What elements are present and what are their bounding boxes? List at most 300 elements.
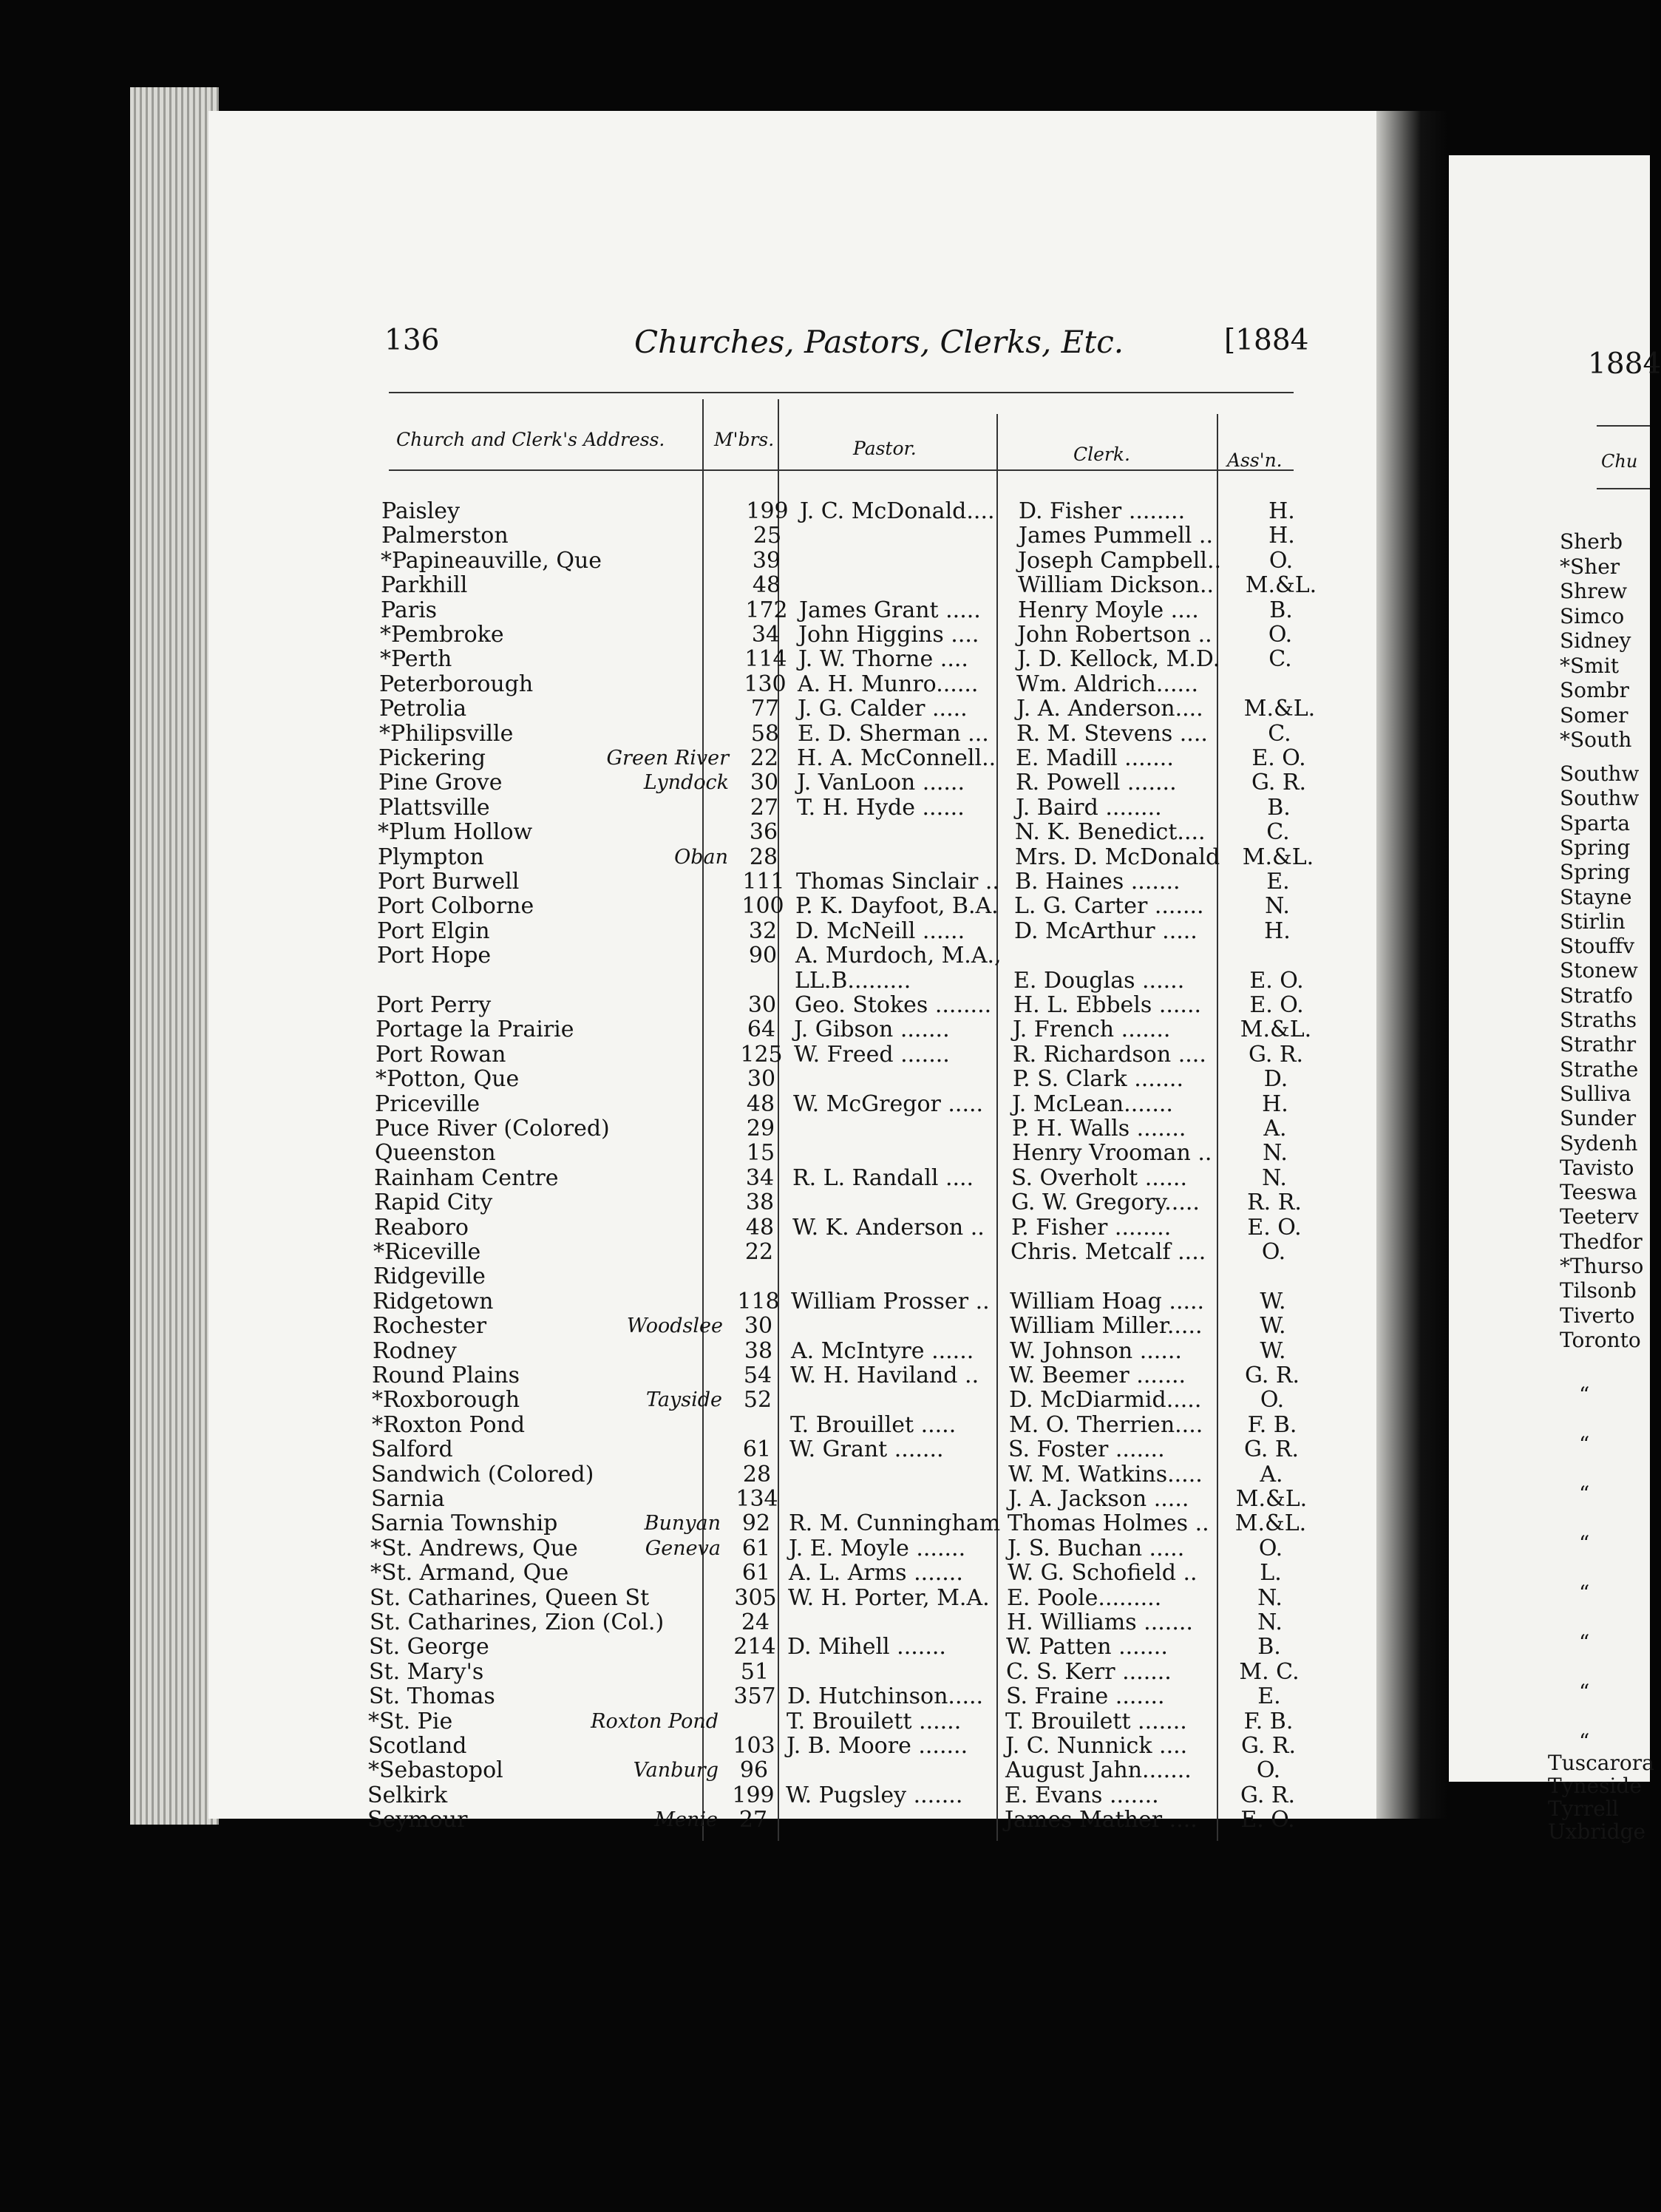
pastor-name: J. C. McDonald.... [800,498,995,524]
right-page-entry: Sparta [1560,810,1631,835]
pastor-name: J. B. Moore ....... [787,1733,968,1759]
table-row [370,1561,1312,1585]
clerk-name: S. Overholt ...... [1011,1164,1187,1191]
pastor-name [787,1660,1006,1684]
right-page-entry: Stratfo [1560,983,1633,1008]
church-name: Rapid City [374,1190,493,1216]
pastor-name: T. Brouillet ..... [790,1411,957,1438]
table-row [379,722,1321,746]
church-name: Petrolia [379,696,467,722]
right-page-entry: Southw [1560,786,1640,811]
member-count: 30 [747,1066,776,1093]
association-code: G. R. [1251,770,1307,796]
right-page-entry: Stouffv [1560,934,1635,959]
pastor-name: J. G. Calder ..... [798,696,968,722]
church-name: Sarnia Township Bunyan [370,1510,721,1537]
member-count: 118 [737,1288,780,1314]
association-code: E. O. [1240,1807,1295,1833]
right-page-top-rule [1597,425,1650,427]
association-code: A. [1260,1461,1283,1487]
association-code: H. [1268,523,1295,549]
pastor-name: LL.B......... [795,967,911,994]
church-name: Parkhill [381,572,468,599]
table-row [376,1067,1317,1091]
right-page-entry: Strathr [1560,1032,1637,1057]
pastor-name [789,1487,1008,1511]
member-count [721,1709,787,1734]
table-row [376,1042,1317,1067]
clerk-name: H. Williams ....... [1007,1609,1193,1635]
clerk-name: B. Haines ....... [1015,869,1181,895]
church-name: Pine Grove Lyndock [378,770,729,796]
table-row [369,1660,1311,1684]
clerk-name: M. O. Therrien.... [1009,1411,1203,1438]
right-page-entry: Spring [1560,860,1631,885]
clerk-name: W. M. Watkins..... [1008,1461,1203,1487]
association-code: E. O. [1249,992,1304,1018]
association-code: B. [1257,1634,1281,1660]
member-count: 130 [744,671,787,697]
right-page-entry: Teeterv [1560,1204,1639,1229]
pastor-name: T. Brouilett ...... [787,1708,962,1734]
table-row [373,1264,1315,1289]
church-name: Queenston [375,1140,496,1167]
table-row [380,622,1322,647]
clerk-address: Oban [674,845,728,869]
pastor-name: Geo. Stokes ........ [795,992,992,1018]
table-row [370,1610,1311,1635]
clerk-name: Henry Moyle .... [1018,597,1199,623]
member-count: 25 [753,523,782,549]
association-code: E. O. [1251,745,1306,771]
member-count: 24 [741,1609,770,1635]
member-count: 51 [740,1658,770,1685]
church-name: Seymour Menie [367,1807,718,1833]
church-name: Peterborough [379,671,534,697]
clerk-name: W. Beemer ....... [1009,1363,1186,1388]
table-row [381,598,1322,622]
right-page-entry: Sydenh [1560,1130,1638,1156]
member-count: 114 [744,646,787,673]
clerk-name: R. M. Stevens .... [1016,720,1208,747]
table-row [374,1166,1316,1190]
member-count: 34 [745,1164,775,1191]
right-page-entry: Toronto [1560,1327,1641,1352]
clerk-address: Lyndock [643,771,729,795]
pastor-name: Thomas Sinclair .. [796,869,999,895]
member-count: 111 [742,869,785,895]
right-page-entry: Shrew [1560,579,1628,603]
pastor-name: W. Freed ....... [794,1041,950,1068]
clerk-name: R. Powell ....... [1016,770,1177,796]
pastor-name [791,1314,1010,1338]
table-row [371,1462,1313,1487]
member-count: 64 [747,1017,776,1043]
right-page-entry: Strathe [1560,1056,1639,1082]
church-name: Sandwich (Colored) [371,1461,594,1487]
association-code: O. [1256,1757,1281,1784]
association-code: C. [1266,819,1290,846]
association-code: E. O. [1249,967,1304,994]
clerk-name: H. L. Ebbels ...... [1013,992,1202,1018]
church-name: Port Colborne [377,893,534,920]
association-code: G. R. [1240,1733,1297,1759]
col-header-members: M'brs. [714,429,775,450]
member-count: 54 [743,1363,772,1388]
member-count: 90 [748,943,778,969]
member-count: 125 [740,1041,783,1068]
church-name: Portage la Prairie [376,1017,574,1043]
clerk-name: John Robertson .. [1017,622,1212,648]
clerk-address: Geneva [645,1536,721,1560]
table-row [378,795,1320,820]
clerk-name: William Dickson.. [1018,572,1215,599]
right-page-entry: Spring [1560,835,1631,860]
table-row [377,919,1319,943]
table-row [378,869,1319,894]
church-name: Port Hope [377,943,492,969]
table-row [374,1190,1316,1215]
right-page-entry: Tavisto [1560,1155,1634,1180]
clerk-name: D. McArthur ..... [1014,917,1198,944]
church-name: *Pembroke [380,622,504,648]
table-row [368,1758,1310,1782]
pastor-name [793,1141,1012,1165]
clerk-name: J. French ....... [1013,1017,1171,1043]
pastor-name [787,1758,1005,1782]
member-count: 172 [745,597,788,623]
table-row [374,1215,1316,1240]
church-name: Paisley [381,498,461,524]
clerk-name: J. S. Buchan ..... [1008,1535,1185,1561]
association-code: C. [1268,720,1291,747]
member-count [730,968,795,993]
clerk-name: William Miller..... [1010,1313,1203,1340]
association-code: N. [1257,1609,1283,1635]
clerk-name: James Mather .... [1005,1807,1198,1833]
church-name: *Perth [380,646,452,673]
association-code: E. [1257,1683,1281,1710]
pastor-name [790,1388,1009,1412]
member-count: 61 [741,1560,771,1587]
church-name: Palmerston [381,523,509,549]
church-name: *Sebastopol Vanburg [368,1757,719,1784]
member-count: 32 [748,917,778,944]
church-name: *St. Pie Roxton Pond [368,1708,719,1734]
clerk-name: E. Madill ....... [1016,745,1174,771]
church-name: Reaboro [374,1214,469,1241]
col-header-pastor: Pastor. [853,438,917,459]
pastor-name: W. H. Porter, M.A. [788,1584,990,1611]
pastor-name: J. VanLoon ...... [797,770,965,796]
table-row [379,672,1321,696]
pastor-name: W. H. Haviland .. [790,1363,979,1388]
table-row [378,845,1319,869]
table-row [377,894,1319,918]
right-page-entry: *Sher [1560,554,1620,579]
church-name: Ridgeville [373,1263,486,1290]
church-name: *Roxborough Tayside [372,1387,722,1414]
clerk-address: Tayside [645,1388,722,1412]
member-count: 27 [750,794,779,821]
clerk-name: August Jahn....... [1005,1757,1192,1784]
right-page-entry: “ [1579,1581,1590,1605]
association-code: E. [1266,869,1290,895]
clerk-name: P. S. Clark ....... [1013,1066,1183,1093]
clerk-name: James Pummell .. [1019,523,1213,549]
col-header-church: Church and Clerk's Address. [396,429,665,450]
clerk-name: J. D. Kellock, M.D. [1017,646,1220,673]
clerk-name: J. C. Nunnick .... [1005,1733,1188,1759]
member-count: 357 [733,1683,776,1710]
church-name: Selkirk [367,1782,448,1808]
table-row [371,1437,1313,1462]
association-code: O. [1258,1535,1283,1561]
church-name: Salford [371,1436,453,1463]
pastor-name: H. A. McConnell.. [797,745,996,771]
association-code [1236,943,1319,968]
table-row [375,1116,1317,1141]
table-row [376,993,1318,1017]
association-code: N. [1257,1584,1283,1611]
table-row [372,1363,1314,1388]
table-row [367,1783,1309,1808]
church-name: *St. Armand, Que [370,1560,569,1587]
church-name: Sarnia [371,1486,445,1512]
member-count: 100 [741,893,784,920]
clerk-name: S. Fraine ....... [1006,1683,1165,1710]
member-count: 48 [746,1090,775,1117]
association-code: M.&L. [1242,844,1314,870]
clerk-name: J. A. Jackson ..... [1008,1486,1189,1512]
table-row [378,746,1320,770]
clerk-name: Mrs. D. McDonald [1015,844,1220,870]
table-row [378,820,1319,844]
table-row [378,770,1320,795]
table-row [376,1017,1317,1042]
member-count: 199 [746,498,789,524]
page-year: [1884 [1224,324,1309,357]
church-name: St. Thomas [369,1683,495,1710]
association-code: C. [1268,646,1292,673]
pastor-name [792,1264,1010,1289]
table-row [380,647,1322,671]
clerk-name: C. S. Kerr ....... [1006,1658,1172,1685]
church-name: Round Plains [372,1363,520,1388]
church-name: Plattsville [378,794,490,821]
association-code: W. [1260,1288,1286,1314]
page-number: 136 [384,324,440,357]
church-name: *Riceville [373,1239,481,1265]
right-page-entry: Sidney [1560,628,1631,653]
church-name: Paris [381,597,438,623]
member-count: 29 [746,1116,775,1141]
member-count: 38 [744,1337,773,1364]
member-count: 28 [749,844,778,870]
association-code: M.&L. [1245,572,1317,599]
pastor-name [796,845,1015,869]
table-row [379,696,1321,721]
table-row [372,1388,1314,1412]
association-code: O. [1268,622,1293,648]
member-count: 27 [738,1807,768,1833]
right-page-entry: Sombr [1560,678,1629,702]
pastor-name: T. H. Hyde ...... [797,794,965,821]
right-page-entry: Teeswa [1560,1180,1637,1205]
clerk-name: R. Richardson .... [1013,1041,1206,1068]
pastor-name [800,523,1019,548]
table-row [372,1413,1314,1437]
member-count: 92 [741,1510,771,1537]
right-page-entry: “ [1579,1680,1590,1704]
pastor-name: J. W. Thorne .... [798,646,968,673]
pastor-name: J. Gibson ....... [794,1017,950,1043]
table-row [373,1289,1314,1314]
church-name: *Philipsville [379,720,514,747]
table-row [370,1536,1312,1561]
right-page-entry: Tiverto [1560,1303,1635,1328]
association-code: R. R. [1247,1190,1302,1216]
right-page-entry: Tyneside [1548,1774,1642,1798]
member-count: 22 [750,745,779,771]
member-count: 34 [751,622,781,648]
church-name: St. George [369,1634,489,1660]
church-name: St. Catharines, Queen St [370,1584,650,1611]
member-count: 28 [742,1461,772,1487]
right-page-entry: Sherb [1560,529,1623,554]
clerk-address: Woodslee [626,1314,723,1338]
clerk-name: J. McLean....... [1012,1090,1173,1117]
clerk-name: W. Johnson ...... [1010,1337,1182,1364]
pastor-name: W. K. Anderson .. [792,1214,985,1241]
member-count: 305 [734,1584,777,1611]
clerk-name: William Hoag ..... [1010,1288,1205,1314]
book-gutter [1376,111,1450,1819]
clerk-name: G. W. Gregory..... [1011,1190,1200,1216]
church-name: *Plum Hollow [378,819,533,846]
member-count: 214 [733,1634,776,1660]
member-count: 61 [742,1436,772,1463]
right-page-header-rule [1597,488,1650,489]
clerk-name: Chris. Metcalf .... [1010,1239,1206,1265]
member-count: 103 [733,1733,775,1759]
association-code: D. [1263,1066,1288,1093]
clerk-address: Vanburg [633,1759,719,1782]
association-code: G. R. [1248,1041,1304,1068]
association-code: N. [1265,893,1290,920]
church-name: St. Mary's [369,1658,484,1685]
col-header-association: Ass'n. [1227,449,1283,471]
table-row [376,968,1318,993]
church-name: Pickering Green River [378,745,729,771]
pastor-name: A. Murdoch, M.A., [795,943,1002,969]
table-row [368,1734,1310,1758]
church-name: Rodney [373,1337,457,1364]
right-page-entry: Simco [1560,603,1625,628]
right-page-entry: Stonew [1560,958,1638,983]
association-code: A. [1263,1116,1287,1141]
right-page-entry: *Smit [1560,653,1619,678]
pastor-name: W. McGregor ..... [793,1090,984,1117]
member-count: 48 [752,572,781,599]
clerk-name: W. G. Schofield .. [1008,1560,1198,1587]
pastor-name: J. E. Moyle ....... [789,1535,966,1561]
right-page-entry: Sulliva [1560,1081,1631,1106]
right-page-entry: “ [1579,1630,1590,1655]
pastor-name: E. D. Sherman ... [798,720,989,747]
church-name: Plympton Oban [378,844,728,870]
member-count: 30 [747,992,777,1018]
clerk-name: P. H. Walls ....... [1012,1116,1186,1141]
pastor-name: A. L. Arms ....... [789,1560,963,1587]
right-page-entry: “ [1579,1382,1590,1407]
member-count [727,1264,792,1289]
association-code: B. [1269,597,1293,623]
pastor-name [792,1240,1010,1264]
table-row [367,1808,1309,1832]
pastor-name: W. Pugsley ....... [786,1782,963,1808]
church-name: Port Elgin [377,917,490,944]
pastor-name [793,1116,1012,1141]
member-count [725,1413,790,1437]
member-count: 36 [749,819,778,846]
right-page-entry: Somer [1560,702,1628,727]
table-row [375,1092,1317,1116]
right-page-entry: “ [1579,1729,1590,1754]
association-code: F. B. [1243,1708,1294,1734]
right-page-entry: Thedfor [1560,1229,1643,1254]
table-row [371,1487,1313,1511]
clerk-name: N. K. Benedict.... [1015,819,1206,846]
association-code: F. B. [1247,1411,1297,1438]
member-count: 39 [752,547,781,574]
right-page-entry: Tyrrell [1548,1797,1619,1821]
pastor-name: D. Hutchinson..... [787,1683,984,1710]
right-page-entry: Sunder [1560,1106,1637,1131]
association-code: M. C. [1239,1658,1300,1685]
association-code: E. O. [1247,1214,1302,1241]
pastor-name: R. L. Randall .... [792,1164,974,1191]
right-page-entry: “ [1579,1432,1590,1456]
member-count: 52 [743,1387,772,1414]
member-count: 61 [741,1535,771,1561]
running-title: Churches, Pastors, Clerks, Etc. [634,324,1124,360]
association-code: M.&L. [1240,1017,1312,1043]
right-page-entry: Southw [1560,761,1640,786]
clerk-name: T. Brouilett ....... [1005,1708,1187,1734]
pastor-name [792,1190,1011,1215]
pastor-name: D. McNeill ...... [795,917,965,944]
clerk-address: Bunyan [644,1512,721,1536]
church-name: Priceville [375,1090,480,1117]
member-count: 30 [750,770,779,796]
right-page-entry: *South [1560,727,1632,752]
right-page-entry: Tuscarora [1548,1751,1654,1775]
clerk-name: W. Patten ....... [1006,1634,1168,1660]
association-code: O. [1268,547,1294,574]
table-row [370,1586,1311,1610]
clerk-name: J. A. Anderson.... [1016,696,1203,722]
clerk-name: L. G. Carter ....... [1014,893,1204,920]
right-page-header-fragment: Chu [1601,451,1638,472]
header-rule [389,469,1294,471]
member-count: 199 [732,1782,775,1808]
member-count: 22 [744,1239,774,1265]
clerk-name [1010,1264,1232,1289]
pastor-name: A. McIntyre ...... [791,1337,974,1364]
table-row [368,1709,1310,1734]
pastor-name: P. K. Dayfoot, B.A. [795,893,999,920]
